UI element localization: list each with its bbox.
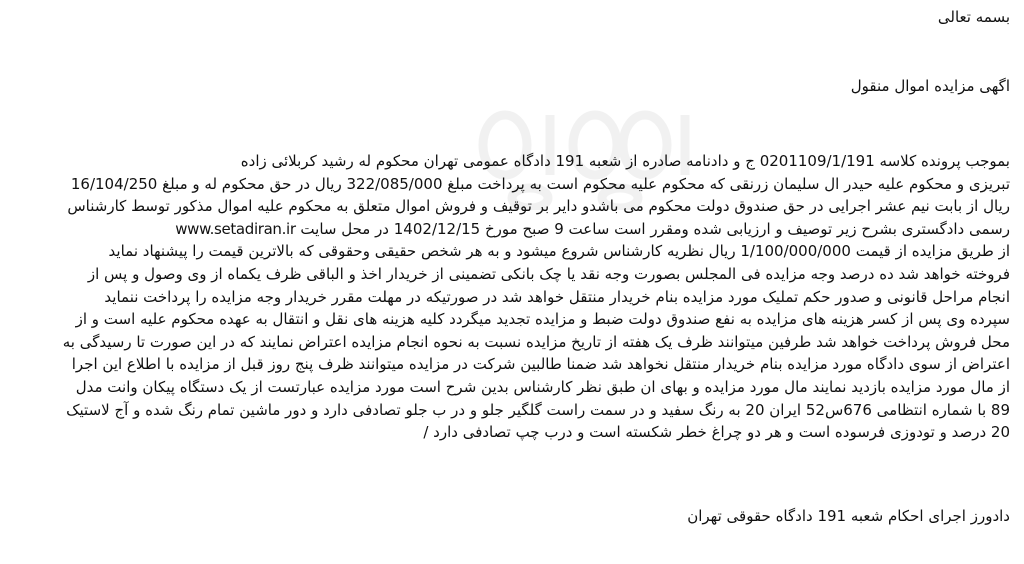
body-line: بموجب پرونده کلاسه 0201109/1/191 ج و دادنامه صادره از شعبه 191 دادگاه عمومی تهران محکوم له رشید کربلائی زاده [240,152,1010,170]
body-line: فروخته خواهد شد ده درصد وجه مزایده فی المجلس بصورت وجه نقد یا چک بانکی تضمینی از خریدار اخذ و الباقی ظرف یکماه از وی وصول و پس از [87,264,1010,283]
body-line: اعتراض از سوی دادگاه مورد مزایده بنام خریدار منتقل نخواهد شد ضمنا طالبین شرکت در مزایده میتوانند ظرف پنج روز قبل از مزایده با اطلاع این اجرا [71,355,1010,374]
body-line: ریال از بابت نیم عشر اجرایی در حق صندوق دولت محکوم می باشدو دایر بر توقیف و فروش اموال متعلق به محکوم علیه اموال مذکور توسط کارشناس [67,197,1010,216]
body-line: رسمی دادگستری بشرح زیر توصیف و ارزیابی شده ومقرر است ساعت 9 صبح مورخ 1402/12/15 در محل سایت www.setadiran.ir [175,219,1010,238]
body-line: 20 درصد و تودوزی فرسوده است و هر دو چراغ خطر شکسته است و درب چپ تصادفی دارد / [423,423,1010,442]
body-line: انجام مراحل قانونی و صدور حکم تملیک مورد مزایده بنام خریدار منتقل خواهد شد در صورتیکه در مهلت مقرر خریدار وجه مزایده را پرداخت ننماید [104,287,1010,306]
notice-title: اگهی مزایده اموال منقول [850,77,1010,95]
body-line: از مال مورد مزایده بازدید نمایند مال مورد مزایده و بهای ان طبق نظر کارشناس بدین شرح است مورد مزایده عبارتست از یک دستگاه پیکان وانت مدل [75,377,1010,396]
body-line: از طریق مزایده از قیمت 1/100/000/000 ریال نظریه کارشناس شروع میشود و به هر شخص حقیقی وحقوقی که بالاترین قیمت را پیشنهاد نماید [108,242,1010,261]
signature-line: دادورز اجرای احکام شعبه 191 دادگاه حقوقی تهران [687,507,1010,525]
body-line: محل فروش پرداخت خواهد شد طرفین میتوانند ظرف یک هفته از تاریخ مزایده نسبت به نحوه انجام مزایده اعتراض نمایند که در این صورت تا رسیدگی به [62,332,1010,351]
basmala-heading: بسمه تعالی [937,8,1010,26]
body-line: سپرده وی پس از کسر هزینه های مزایده به نفع صندوق دولت ضبط و مزایده تجدید میگردد کلیه هزینه های نقل و انتقال به عهده محکوم علیه است و از [75,310,1010,329]
body-line: 89 با شماره انتظامی 676س52 ایران 20 به رنگ سفید و در سمت راست گلگیر جلو و در ب جلو تصادفی دارد و دور ماشین تمام رنگ شده و آج لاستیک [66,400,1010,419]
body-line: تبریزی و محکوم علیه حیدر ال سلیمان زرنقی که محکوم علیه محکوم است به پرداخت مبلغ 322/085/000 ریال در حق محکوم له و مبلغ 16/104/250 [70,174,1010,193]
notice-body [10,150,1010,444]
